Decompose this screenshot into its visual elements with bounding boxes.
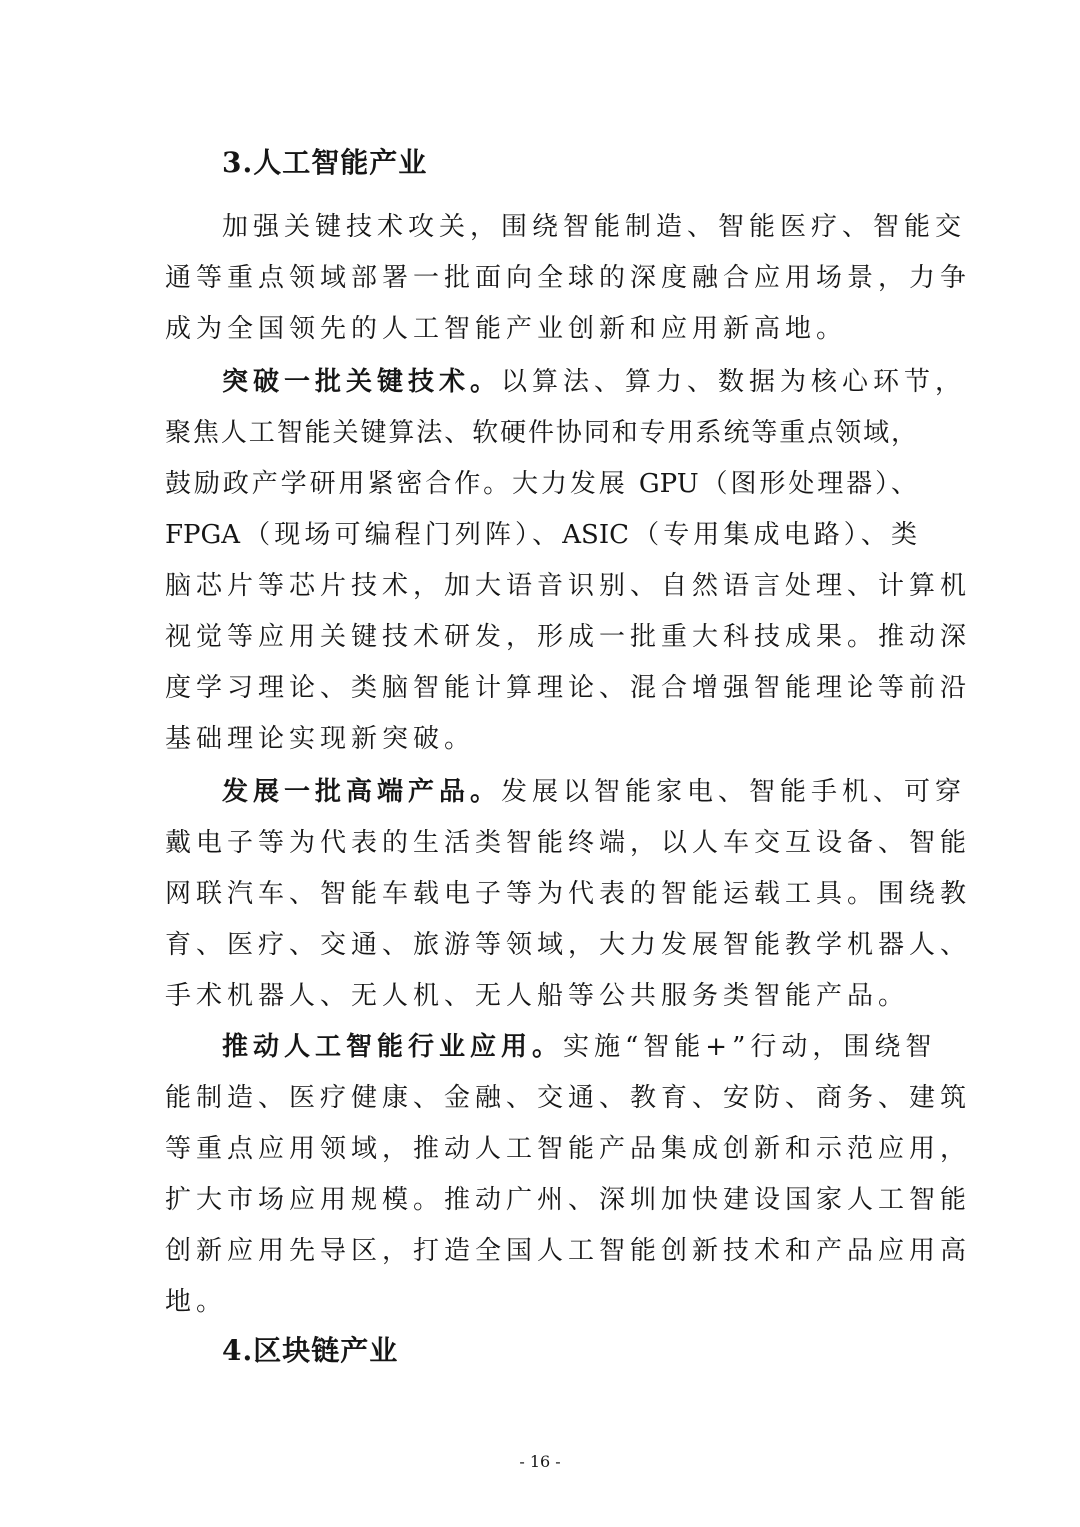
paragraph-3-line-1 (222, 772, 967, 812)
paragraph-4-line-1 (222, 1027, 937, 1067)
paragraph-2-line-3: 鼓励政产学研用紧密合作。大力发展 GPU（图形处理器）、 (165, 469, 917, 499)
page-number: - 16 - (519, 1452, 561, 1471)
paragraph-1-line-2: 通等重点领域部署一批面向全球的深度融合应用场景，力争 (165, 263, 972, 293)
paragraph-4-lead-rest: 实施“智能+”行动，围绕智 (563, 1032, 937, 1062)
paragraph-2-lead-rest: 以算法、算力、数据为核心环节， (501, 367, 967, 397)
paragraph-2-line-6: 视觉等应用关键技术研发，形成一批重大科技成果。推动深 (165, 622, 972, 652)
paragraph-2-line-2: 聚焦人工智能关键算法、软硬件协同和专用系统等重点领域， (165, 418, 917, 448)
section-heading-ai-industry: 3.人工智能产业 (222, 146, 428, 179)
paragraph-2-line-5: 脑芯片等芯片技术，加大语音识别、自然语言处理、计算机 (165, 571, 972, 601)
paragraph-1-line-1: 加强关键技术攻关，围绕智能制造、智能医疗、智能交 (222, 212, 967, 242)
paragraph-3-line-2: 戴电子等为代表的生活类智能终端，以人车交互设备、智能 (165, 828, 972, 858)
paragraph-3-line-5: 手术机器人、无人机、无人船等公共服务类智能产品。 (165, 981, 910, 1011)
paragraph-4-lead: 推动人工智能行业应用。 (222, 1032, 564, 1062)
paragraph-3-lead-rest: 发展以智能家电、智能手机、可穿 (501, 777, 967, 807)
paragraph-4-line-2: 能制造、医疗健康、金融、交通、教育、安防、商务、建筑 (165, 1083, 972, 1113)
paragraph-2-lead: 突破一批关键技术。 (222, 367, 502, 397)
paragraph-1-line-3: 成为全国领先的人工智能产业创新和应用新高地。 (165, 314, 848, 344)
section-heading-blockchain-industry: 4.区块链产业 (222, 1334, 399, 1367)
paragraph-3-lead: 发展一批高端产品。 (222, 777, 502, 807)
paragraph-2-line-1 (222, 362, 967, 402)
paragraph-4-line-5: 创新应用先导区，打造全国人工智能创新技术和产品应用高 (165, 1236, 972, 1266)
paragraph-2-line-8: 基础理论实现新突破。 (165, 724, 476, 754)
paragraph-4-line-6: 地。 (165, 1287, 228, 1317)
paragraph-4-line-4: 扩大市场应用规模。推动广州、深圳加快建设国家人工智能 (165, 1185, 972, 1215)
paragraph-4-line-3: 等重点应用领域，推动人工智能产品集成创新和示范应用， (165, 1134, 972, 1164)
paragraph-2-line-4: FPGA（现场可编程门列阵）、ASIC（专用集成电路）、类 (165, 520, 917, 550)
paragraph-2-line-7: 度学习理论、类脑智能计算理论、混合增强智能理论等前沿 (165, 673, 972, 703)
paragraph-3-line-4: 育、医疗、交通、旅游等领域，大力发展智能教学机器人、 (165, 930, 972, 960)
paragraph-3-line-3: 网联汽车、智能车载电子等为代表的智能运载工具。围绕教 (165, 879, 972, 909)
